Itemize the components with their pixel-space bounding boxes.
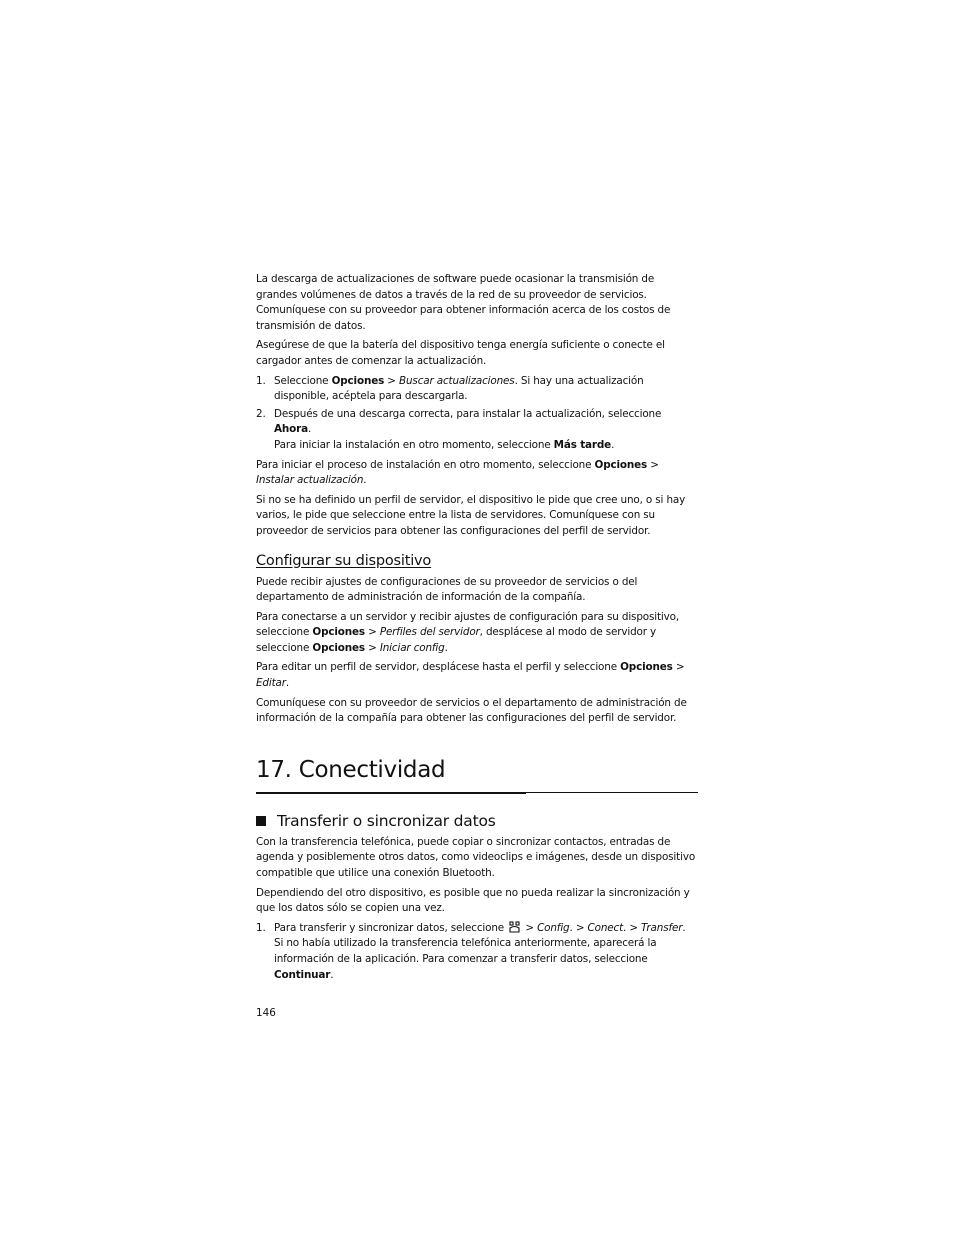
page-content [256,272,698,1021]
menu-term: Buscar actualizaciones [399,374,515,387]
paragraph-receive-settings: Puede recibir ajustes de configuraciones de su proveedor de servicios o del departamento de administración de información de la compañía. [256,575,638,604]
section-title: Transferir o sincronizar datos [277,811,496,830]
paragraph-sync-note: Dependiendo del otro dispositivo, es posible que no pueda realizar la sincronización y que los datos sólo se copien una vez. [256,886,690,915]
paragraph-install-later: Para iniciar el proceso de instalación en otro momento, seleccione Opciones > Instalar actualización. [256,458,659,487]
paragraph-edit-profile: Para editar un perfil de servidor, desplácese hasta el perfil y seleccione Opciones > Editar. [256,661,685,690]
menu-term: Más tarde [553,438,612,451]
paragraph-battery: Asegúrese de que la batería del dispositivo tenga energía suficiente o conecte el cargador antes de comenzar la actualización. [256,339,665,367]
paragraph-download-warning: La descarga de actualizaciones de software puede ocasionar la transmisión de grandes volúmenes de datos a través de la red de su proveedor de servicios. Comuníquese con su proveedor para obtener información acerca de los costos de transmisión de datos. [256,273,671,332]
menu-term: Ahora [274,423,308,436]
page-number: 146 [256,1007,276,1020]
menu-term: Opciones [331,374,385,387]
chapter-title: 17. Conectividad [256,756,446,783]
menu-key-icon [509,921,520,933]
square-bullet-icon [256,816,266,826]
paragraph-transfer-intro: Con la transferencia telefónica, puede copiar o sincronizar contactos, entradas de agenda y posiblemente otros datos, como videoclips e imágenes, desde un dispositivo compatible que utilice una conexión Bluetooth. [256,835,696,880]
paragraph-connect-server: Para conectarse a un servidor y recibir ajustes de configuración para su dispositivo, seleccione Opciones > Perfiles del servidor, desplácese al modo de servidor y seleccione Opciones > Iniciar config. [256,610,679,654]
subheading-configure-device: Configurar su dispositivo [256,552,432,569]
section-heading [256,811,698,831]
list-item: 2. Después de una descarga correcta, para instalar la actualización, seleccione Ahora. Para iniciar la instalación en otro momento, seleccione Más tarde. [256,407,662,451]
update-steps-list [256,374,698,454]
list-item: 1. Para transferir y sincronizar datos, seleccione > Config. > Conect. > Transfer. Si no había utilizado la transferencia telefónica anteriormente, aparecerá la información de la aplicación. Para comenzar a transferir datos, seleccione Continuar. [256,921,686,981]
transfer-steps-list [256,921,698,983]
chapter-heading [256,755,698,793]
paragraph-server-profile: Si no se ha definido un perfil de servidor, el dispositivo le pide que cree uno, o si hay varios, le pide que seleccione entre la lista de servidores. Comuníquese con su proveedor de servicios para obtener las configuraciones del perfil de servidor. [256,493,686,537]
chapter-rule-accent [256,793,526,794]
paragraph-contact-provider: Comuníquese con su proveedor de servicios o el departamento de administración de información de la compañía para obtener las configuraciones del perfil de servidor. [256,696,687,725]
list-item: 1. Seleccione Opciones > Buscar actualizaciones. Si hay una actualización disponible, acéptela para descargarla. [256,374,644,403]
